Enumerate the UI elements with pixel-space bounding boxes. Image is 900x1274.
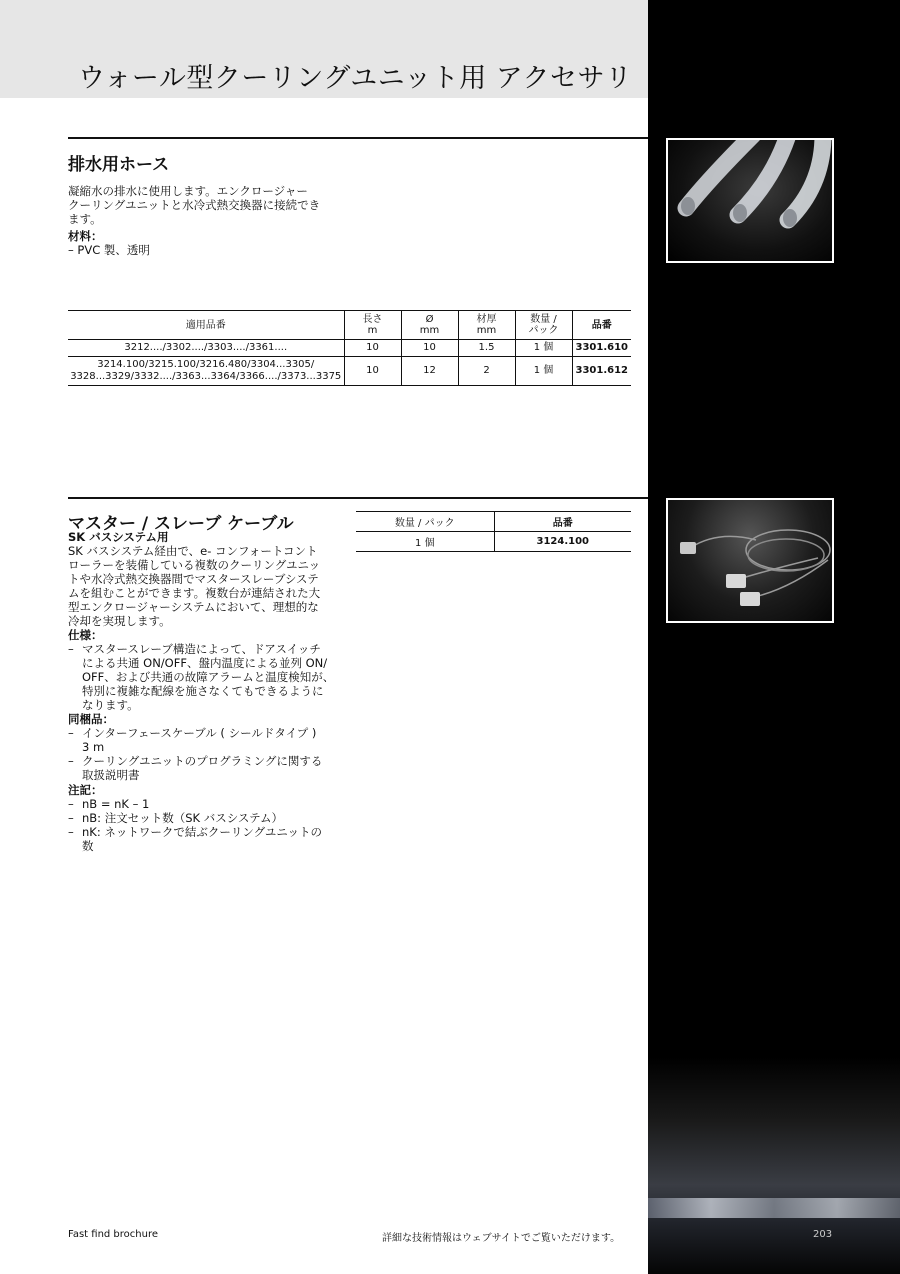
row-models: 3212..../3302..../3303..../3361.... [68, 340, 344, 357]
footer-website-note: 詳細な技術情報はウェブサイトでご覧いただけます。 [382, 1233, 621, 1244]
list-item: – マスタースレーブ構造によって、ドアスイッチ による共通 ON/OFF、盤内温度による並列 ON/ OFF、および共通の故障アラームと温度検知が、 特別に複雑な配線を施さなくてもできるように なります。 [68, 642, 335, 712]
col-diameter: Ø mm [401, 311, 458, 340]
row-length: 10 [344, 357, 401, 386]
col-qty: 数量 / パック [356, 512, 494, 532]
cable-included-label: 同梱品： [68, 712, 114, 726]
hose-spec-table [68, 310, 631, 386]
list-item: – nB: 注文セット数（SK バスシステム） [68, 811, 284, 825]
page-number: 203 [813, 1229, 833, 1240]
row-thickness: 1.5 [458, 340, 515, 357]
row-qty: 1 個 [515, 340, 572, 357]
table-row [68, 340, 631, 357]
row-qty: 1 個 [356, 532, 494, 552]
row-diameter: 12 [401, 357, 458, 386]
col-models: 適用品番 [68, 311, 344, 340]
row-length: 10 [344, 340, 401, 357]
table-row [356, 532, 631, 552]
hose-description: 凝縮水の排水に使用します。エンクロージャー クーリングユニットと水冷式熱交換器に接続でき ます。 [68, 184, 321, 226]
row-qty: 1 個 [515, 357, 572, 386]
table-header-row [68, 311, 631, 340]
page-title: ウォール型クーリングユニット用 アクセサリ [78, 63, 633, 94]
col-part-number: 品番 [572, 311, 631, 340]
row-models: 3214.100/3215.100/3216.480/3304...3305/ 3328...3329/3332..../3363...3364/3366..../3373...3375 [68, 357, 344, 386]
cable-description: SK バスシステム経由で、e- コンフォートコント ローラーを装備している複数のクーリングユニッ トや水冷式熱交換器間でマスタースレーブシステ ムを組むことができます。複数台が連結された大 型エンクロージャーシステムにおいて、理想的な 冷却を実現します。 [68, 544, 321, 628]
section-rule-hose [68, 137, 648, 139]
cable-spec-table [356, 511, 631, 552]
cable-subtitle: SK バスシステム用 [68, 530, 169, 544]
col-thickness: 材厚 mm [458, 311, 515, 340]
footer-brochure-label: Fast find brochure [68, 1229, 159, 1240]
hose-product-photo [666, 138, 834, 263]
cable-included-list [68, 726, 322, 782]
row-part-number: 3124.100 [494, 532, 631, 552]
hose-section-title: 排水用ホース [68, 155, 170, 175]
row-diameter: 10 [401, 340, 458, 357]
cable-notes-list [68, 797, 322, 853]
table-header-row [356, 512, 631, 532]
row-part-number: 3301.610 [572, 340, 631, 357]
hose-material: – PVC 製、透明 [68, 243, 150, 257]
col-length: 長さ m [344, 311, 401, 340]
cable-section-title: マスター / スレーブ ケーブル [68, 514, 294, 534]
row-thickness: 2 [458, 357, 515, 386]
light-strip [648, 1198, 900, 1218]
row-part-number: 3301.612 [572, 357, 631, 386]
list-item: – nB = nK – 1 [68, 797, 150, 811]
table-row [68, 357, 631, 386]
list-item: – インターフェースケーブル ( シールドタイプ ) 3 m [68, 726, 317, 754]
cable-notes-label: 注記： [68, 783, 103, 797]
list-item: – クーリングユニットのプログラミングに関する 取扱説明書 [68, 754, 323, 782]
cable-spec-list [68, 642, 334, 712]
section-rule-cable [68, 497, 648, 499]
hose-material-label: 材料： [68, 229, 103, 243]
cable-spec-label: 仕様： [68, 628, 103, 642]
col-qty: 数量 / パック [515, 311, 572, 340]
list-item: – nK: ネットワークで結ぶクーリングユニットの 数 [68, 825, 322, 853]
cable-product-photo [666, 498, 834, 623]
col-part-number: 品番 [494, 512, 631, 532]
